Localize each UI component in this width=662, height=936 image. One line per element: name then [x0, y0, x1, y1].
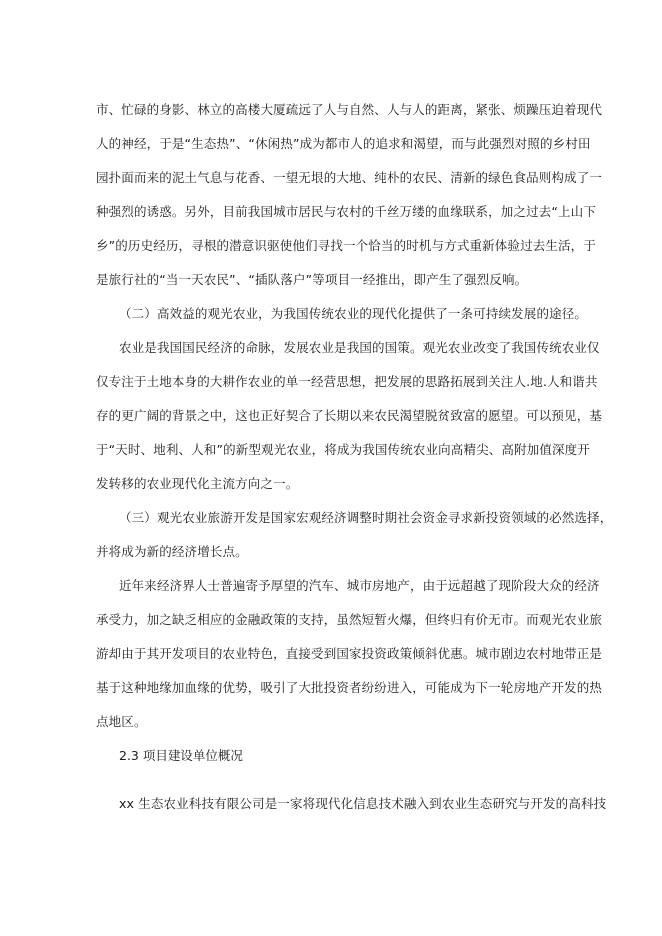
- paragraph-line: 种强烈的诱惑。另外，目前我国城市居民与农村的千丝万缕的血缘联系，加之过去“上山下: [96, 204, 596, 219]
- paragraph-line: 于“天时、地利、人和”的新型观光农业，将成为我国传统农业向高精尖、高附加值深度开: [96, 442, 590, 457]
- paragraph-line: xx 生态农业科技有限公司是一家将现代化信息技术融入到农业生态研究与开发的高科技: [119, 796, 607, 811]
- paragraph-line: 承受力，加之缺乏相应的金融政策的支持，虽然短暂火爆，但终归有价无市。而观光农业旅: [96, 612, 603, 627]
- section-title: （三）观光农业旅游开发是国家宏观经济调整时期社会资金寻求新投资领域的必然选择，: [119, 510, 613, 525]
- paragraph-line: 园扑面而来的泥土气息与花香、一望无垠的大地、纯朴的农民、清新的绿色食品则构成了一: [96, 170, 603, 185]
- section-title: （二）高效益的观光农业，为我国传统农业的现代化提供了一条可持续发展的途径。: [119, 306, 588, 321]
- paragraph-line: 近年来经济界人士普遍寄予厚望的汽车、城市房地产，由于远超越了现阶段大众的经济: [119, 578, 600, 593]
- paragraph-line: 点地区。: [96, 714, 147, 729]
- section-title-line: 并将成为新的经济增长点。: [96, 544, 248, 559]
- paragraph-line: 乡”的历史经历，寻根的潜意识驱使他们寻找一个恰当的时机与方式重新体验过去生活，于: [96, 238, 596, 253]
- paragraph-line: 农业是我国国民经济的命脉，发展农业是我国的国策。观光农业改变了我国传统农业仅: [119, 340, 600, 355]
- paragraph-line: 游却由于其开发项目的农业特色，直接受到国家投资政策倾斜优惠。城市剧边农村地带正是: [96, 646, 603, 661]
- paragraph-line: 是旅行社的“当一天农民”、“插队落户”等项目一经推出，即产生了强烈反响。: [96, 272, 528, 287]
- paragraph-line: 仅专注于土地本身的大耕作农业的单一经营思想，把发展的思路拓展到关注人.地.人和谐共: [96, 374, 598, 389]
- subsection-heading: 2.3 项目建设单位概况: [119, 748, 243, 763]
- paragraph-line: 基于这种地缘加血缘的优势，吸引了大批投资者纷纷进入，可能成为下一轮房地产开发的热: [96, 680, 603, 695]
- paragraph-line: 人的神经，于是“生态热”、“休闲热”成为都市人的追求和渴望，而与此强烈对照的乡村田: [96, 136, 591, 151]
- paragraph-line: 市、忙碌的身影、林立的高楼大厦疏远了人与自然、人与人的距离，紧张、烦躁压迫着现代: [96, 102, 603, 117]
- paragraph-line: 发转移的农业现代化主流方向之一。: [96, 476, 299, 491]
- paragraph-line: 存的更广阔的背景之中，这也正好契合了长期以来农民渴望脱贫致富的愿望。可以预见，基: [96, 408, 603, 423]
